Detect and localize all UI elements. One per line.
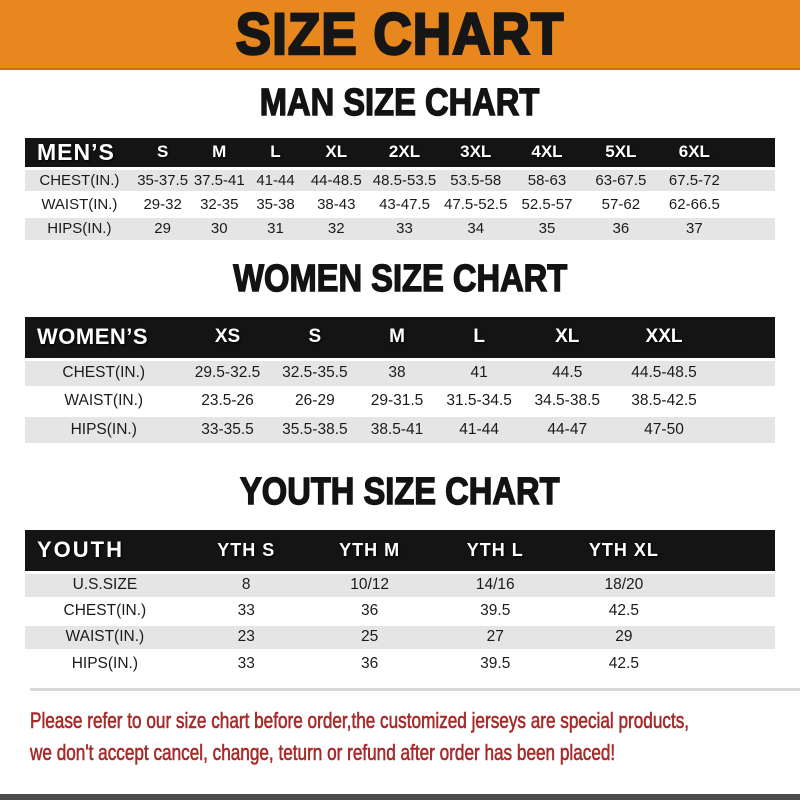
banner — [0, 0, 800, 70]
size-cell: 33 — [185, 650, 308, 676]
size-cell: 29 — [559, 624, 689, 650]
size-cell: 29-31.5 — [357, 387, 437, 415]
women-section-heading-text: WOMEN SIZE CHART — [232, 258, 568, 300]
filler-cell — [730, 192, 775, 216]
row-label: HIPS(IN.) — [25, 415, 183, 443]
size-cell: 26-29 — [273, 387, 358, 415]
size-cell: 52.5-57 — [511, 192, 583, 216]
divider-line — [30, 688, 800, 691]
row-label: CHEST(IN.) — [25, 598, 185, 624]
order-notice-line-2 — [30, 738, 800, 770]
size-cell: 35.5-38.5 — [273, 415, 358, 443]
size-cell: 47.5-52.5 — [441, 192, 511, 216]
filler-cell — [689, 650, 775, 676]
size-cell: 57-62 — [583, 192, 659, 216]
filler-cell — [715, 317, 775, 359]
size-cell: 33-35.5 — [183, 415, 273, 443]
table-row — [25, 168, 775, 192]
size-cell: 41 — [437, 359, 522, 387]
row-label: U.S.SIZE — [25, 572, 185, 598]
filler-cell — [689, 624, 775, 650]
size-cell: 43-47.5 — [369, 192, 441, 216]
size-cell: 33 — [369, 216, 441, 240]
women-size-table — [25, 317, 775, 443]
men-section-heading — [0, 82, 800, 126]
table-row — [25, 192, 775, 216]
size-cell: 39.5 — [431, 650, 559, 676]
column-header: 6XL — [659, 138, 730, 168]
size-cell: 63-67.5 — [583, 168, 659, 192]
size-cell: 53.5-58 — [441, 168, 511, 192]
size-cell: 44.5-48.5 — [613, 359, 715, 387]
size-cell: 38.5-42.5 — [613, 387, 715, 415]
size-cell: 67.5-72 — [659, 168, 730, 192]
size-cell: 14/16 — [431, 572, 559, 598]
size-cell: 32.5-35.5 — [273, 359, 358, 387]
size-cell: 36 — [583, 216, 659, 240]
row-label: HIPS(IN.) — [25, 650, 185, 676]
table-row — [25, 650, 775, 676]
youth-section-heading-text: YOUTH SIZE CHART — [240, 471, 560, 513]
column-header: M — [357, 317, 437, 359]
table-row — [25, 415, 775, 443]
filler-cell — [689, 572, 775, 598]
header-row — [25, 530, 775, 572]
order-notice-line-2-text: we don't accept cancel, change, teturn or refund after order has been placed! — [30, 740, 616, 765]
size-cell: 44-47 — [522, 415, 614, 443]
men-section-heading-text: MAN SIZE CHART — [260, 82, 540, 124]
size-cell: 42.5 — [559, 598, 689, 624]
column-header: YTH S — [185, 530, 308, 572]
youth-size-section — [0, 471, 800, 676]
size-cell: 41-44 — [247, 168, 304, 192]
size-cell: 31.5-34.5 — [437, 387, 522, 415]
size-cell: 41-44 — [437, 415, 522, 443]
size-cell: 23.5-26 — [183, 387, 273, 415]
size-cell: 36 — [308, 598, 432, 624]
youth-size-table-wrap — [25, 530, 775, 676]
size-cell: 35-37.5 — [134, 168, 192, 192]
size-cell: 32-35 — [192, 192, 248, 216]
table-row — [25, 572, 775, 598]
column-header: XL — [304, 138, 369, 168]
size-cell: 35-38 — [247, 192, 304, 216]
youth-section-heading — [0, 471, 800, 515]
column-header: L — [247, 138, 304, 168]
size-cell: 36 — [308, 650, 432, 676]
size-cell: 29 — [134, 216, 192, 240]
column-header: 3XL — [441, 138, 511, 168]
filler-cell — [689, 598, 775, 624]
table-row — [25, 598, 775, 624]
men-size-section — [0, 82, 800, 240]
size-cell: 42.5 — [559, 650, 689, 676]
size-cell: 18/20 — [559, 572, 689, 598]
corner-label: WOMEN’S — [25, 317, 183, 359]
size-cell: 37.5-41 — [192, 168, 248, 192]
men-size-table — [25, 138, 775, 240]
page-title-text: SIZE CHART — [235, 0, 565, 67]
filler-cell — [715, 387, 775, 415]
row-label: WAIST(IN.) — [25, 387, 183, 415]
size-cell: 48.5-53.5 — [369, 168, 441, 192]
size-cell: 8 — [185, 572, 308, 598]
column-header: S — [134, 138, 192, 168]
size-cell: 34.5-38.5 — [522, 387, 614, 415]
size-cell: 33 — [185, 598, 308, 624]
row-label: CHEST(IN.) — [25, 359, 183, 387]
header-row — [25, 317, 775, 359]
size-cell: 35 — [511, 216, 583, 240]
table-row — [25, 387, 775, 415]
size-cell: 38-43 — [304, 192, 369, 216]
order-notice-line-1 — [30, 706, 800, 738]
column-header: XXL — [613, 317, 715, 359]
filler-cell — [715, 415, 775, 443]
size-cell: 29.5-32.5 — [183, 359, 273, 387]
corner-label: MEN’S — [25, 138, 134, 168]
row-label: WAIST(IN.) — [25, 192, 134, 216]
column-header: 5XL — [583, 138, 659, 168]
size-cell: 27 — [431, 624, 559, 650]
header-row — [25, 138, 775, 168]
table-row — [25, 216, 775, 240]
women-size-table-wrap — [25, 317, 775, 443]
page-title — [227, 0, 573, 67]
size-cell: 38 — [357, 359, 437, 387]
table-row — [25, 359, 775, 387]
order-notice-line-1-text: Please refer to our size chart before order,the customized jerseys are special products, — [30, 708, 690, 733]
size-cell: 58-63 — [511, 168, 583, 192]
filler-cell — [715, 359, 775, 387]
women-size-section — [0, 258, 800, 443]
youth-size-table — [25, 530, 775, 676]
filler-cell — [730, 168, 775, 192]
women-section-heading — [0, 258, 800, 302]
filler-cell — [689, 530, 775, 572]
size-cell: 29-32 — [134, 192, 192, 216]
column-header: L — [437, 317, 522, 359]
corner-label: YOUTH — [25, 530, 185, 572]
row-label: CHEST(IN.) — [25, 168, 134, 192]
size-cell: 10/12 — [308, 572, 432, 598]
column-header: XS — [183, 317, 273, 359]
column-header: S — [273, 317, 358, 359]
filler-cell — [730, 138, 775, 168]
row-label: HIPS(IN.) — [25, 216, 134, 240]
men-size-table-wrap — [25, 138, 775, 240]
size-cell: 34 — [441, 216, 511, 240]
column-header: YTH XL — [559, 530, 689, 572]
column-header: 4XL — [511, 138, 583, 168]
size-cell: 62-66.5 — [659, 192, 730, 216]
size-cell: 44-48.5 — [304, 168, 369, 192]
filler-cell — [730, 216, 775, 240]
size-cell: 23 — [185, 624, 308, 650]
size-cell: 31 — [247, 216, 304, 240]
column-header: M — [192, 138, 248, 168]
column-header: 2XL — [369, 138, 441, 168]
column-header: XL — [522, 317, 614, 359]
size-cell: 44.5 — [522, 359, 614, 387]
size-cell: 30 — [192, 216, 248, 240]
bottom-edge-strip — [0, 794, 800, 800]
column-header: YTH M — [308, 530, 432, 572]
size-cell: 37 — [659, 216, 730, 240]
column-header: YTH L — [431, 530, 559, 572]
size-cell: 39.5 — [431, 598, 559, 624]
order-notice — [30, 706, 800, 770]
size-cell: 32 — [304, 216, 369, 240]
row-label: WAIST(IN.) — [25, 624, 185, 650]
size-cell: 25 — [308, 624, 432, 650]
table-row — [25, 624, 775, 650]
size-cell: 38.5-41 — [357, 415, 437, 443]
size-cell: 47-50 — [613, 415, 715, 443]
